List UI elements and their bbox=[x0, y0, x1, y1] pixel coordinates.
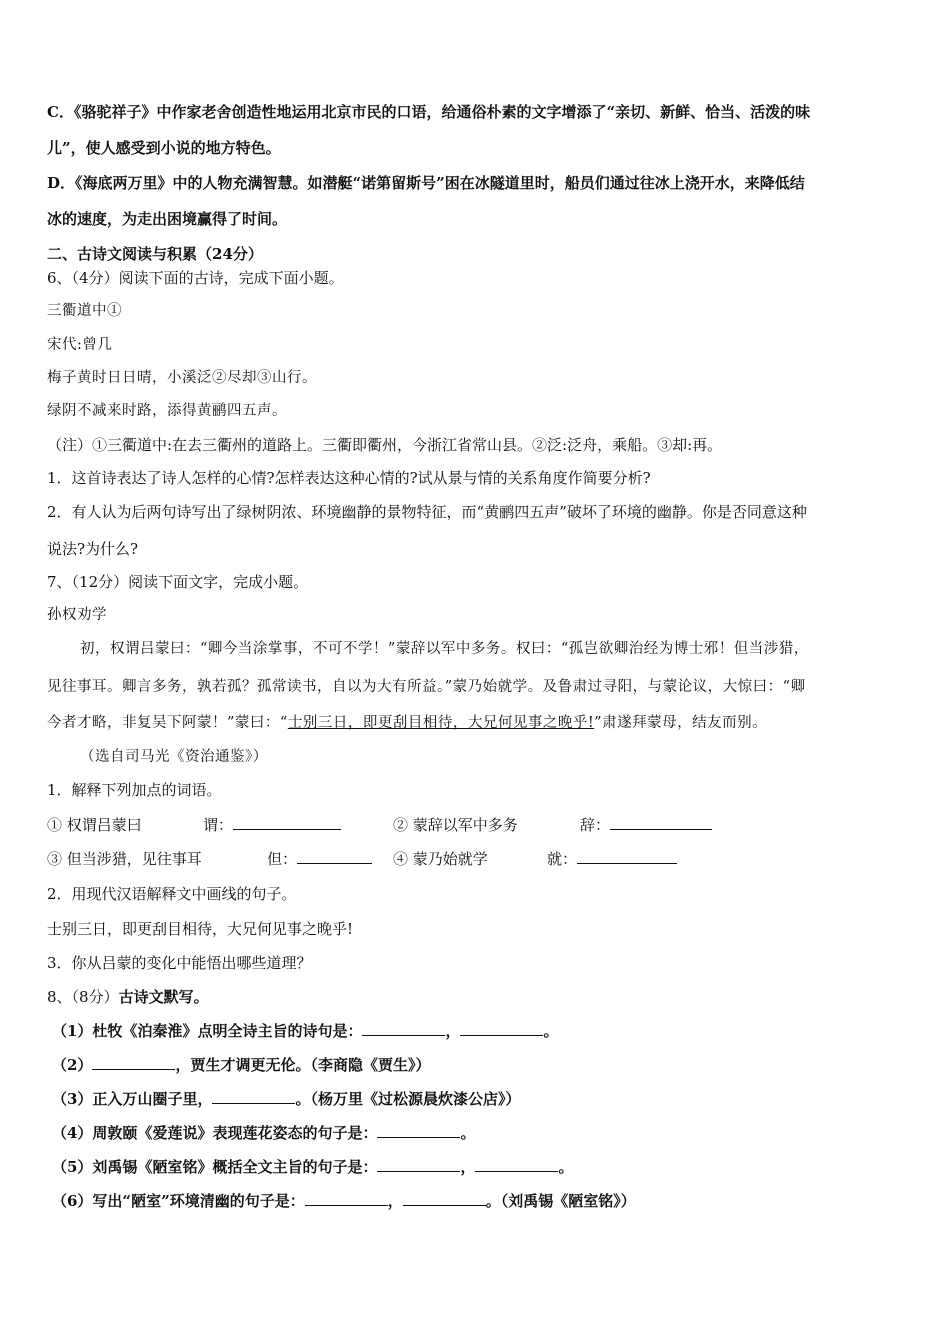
answer-blank[interactable] bbox=[362, 1021, 445, 1036]
word-item-3-label: 但： bbox=[267, 850, 298, 868]
answer-blank[interactable] bbox=[377, 1123, 460, 1138]
passage-title: 孙权劝学 bbox=[47, 607, 107, 623]
comma: ， bbox=[445, 1022, 461, 1040]
option-d-line2: 冰的速度，为走出困境赢得了时间。 bbox=[47, 210, 288, 228]
q7-sub3: 3．你从吕蒙的变化中能悟出哪些道理？ bbox=[47, 954, 312, 972]
poem-author: 宋代:曾几 bbox=[47, 337, 113, 353]
underlined-sentence: 士别三日，即更刮目相待，大兄何见事之晚乎! bbox=[287, 715, 595, 731]
answer-blank[interactable] bbox=[475, 1157, 558, 1172]
answer-blank[interactable] bbox=[233, 815, 341, 830]
dictation-2-prompt: （2） bbox=[52, 1056, 93, 1074]
answer-blank[interactable] bbox=[297, 849, 372, 864]
dictation-2-rest: ，贾生才调更无伦。（李商隐《贾生》） bbox=[175, 1056, 431, 1074]
q8-heading bbox=[47, 986, 910, 1008]
q7-heading: 7、（12分）阅读下面文字，完成小题。 bbox=[47, 573, 309, 591]
q6-heading: 6、（4分）阅读下面的古诗，完成下面小题。 bbox=[47, 269, 344, 287]
dictation-3-rest: 。（杨万里《过松源晨炊漆公店》） bbox=[295, 1090, 521, 1108]
dictation-4-prompt: （4）周敦颐《爱莲说》表现莲花姿态的句子是： bbox=[52, 1124, 378, 1142]
word-item-2: ② 蒙辞以军中多务 bbox=[393, 816, 518, 834]
q6-sub2-line1: 2．有人认为后两句诗写出了绿树阴浓、环境幽静的景物特征，而“黄鹂四五声”破坏了环境的幽静。你是否同意这种 bbox=[47, 503, 807, 521]
word-item-3: ③ 但当涉猎，见往事耳 bbox=[47, 850, 202, 868]
dictation-2 bbox=[52, 1054, 910, 1076]
dictation-3-prompt: （3）正入万山圈子里， bbox=[52, 1090, 213, 1108]
word-item-4: ④ 蒙乃始就学 bbox=[393, 850, 488, 868]
q8-heading-num: 8、（8分） bbox=[47, 988, 119, 1006]
q7-sub1: 1．解释下列加点的词语。 bbox=[47, 781, 222, 799]
answer-blank[interactable] bbox=[305, 1191, 388, 1206]
answer-blank[interactable] bbox=[460, 1021, 543, 1036]
dictation-1 bbox=[52, 1020, 910, 1042]
q7-sub2: 2．用现代汉语解释文中画线的句子。 bbox=[47, 885, 297, 903]
dictation-6 bbox=[52, 1190, 910, 1212]
passage-line-1: 初，权谓吕蒙曰：“卿今当涂掌事，不可不学！”蒙辞以军中多务。权曰：“孤岂欲卿治经为博士邪！但当涉猎， bbox=[80, 641, 809, 657]
passage-line-2: 见往事耳。卿言多务，孰若孤？孤常读书，自以为大有所益。”蒙乃始就学。及鲁肃过寻阳，与蒙论议，大惊曰：“卿 bbox=[47, 679, 806, 695]
option-c-line1: C．《骆驼祥子》中作家老舍创造性地运用北京市民的口语，给通俗朴素的文字增添了“亲切、新鲜、恰当、活泼的味 bbox=[47, 103, 811, 121]
passage-line-3 bbox=[47, 712, 910, 734]
word-item-2-answer bbox=[580, 814, 712, 836]
answer-blank[interactable] bbox=[610, 815, 712, 830]
period: 。 bbox=[485, 1192, 501, 1210]
dictation-6-source: （刘禹锡《陋室铭》） bbox=[500, 1192, 636, 1210]
q7-sub2-sentence: 士别三日，即更刮目相待，大兄何见事之晚乎! bbox=[47, 920, 354, 938]
passage-line-3-pre: 今者才略，非复吴下阿蒙！”蒙曰：“ bbox=[47, 715, 288, 731]
word-item-2-label: 辞： bbox=[580, 816, 611, 834]
answer-blank[interactable] bbox=[92, 1055, 175, 1070]
poem-title: 三衢道中① bbox=[47, 303, 122, 319]
passage-source: （选自司马光《资治通鉴》） bbox=[80, 749, 268, 765]
word-item-3-answer bbox=[267, 848, 372, 870]
section-2-title: 二、古诗文阅读与积累（24分） bbox=[47, 245, 263, 263]
dictation-5 bbox=[52, 1156, 910, 1178]
dictation-4 bbox=[52, 1122, 910, 1144]
comma: ， bbox=[387, 1192, 403, 1210]
dictation-1-prompt: （1）杜牧《泊秦淮》点明全诗主旨的诗句是： bbox=[52, 1022, 363, 1040]
answer-blank[interactable] bbox=[577, 849, 677, 864]
word-item-1: ① 权谓吕蒙曰 bbox=[47, 816, 142, 834]
dictation-5-prompt: （5）刘禹锡《陋室铭》概括全文主旨的句子是： bbox=[52, 1158, 378, 1176]
q8-heading-text: 古诗文默写。 bbox=[118, 988, 209, 1006]
option-d-line1: D．《海底两万里》中的人物充满智慧。如潜艇“诺第留斯号”困在冰隧道里时，船员们通过往冰上浇开水，来降低结 bbox=[47, 174, 805, 192]
option-c-line2: 儿”，使人感受到小说的地方特色。 bbox=[47, 139, 281, 157]
q6-sub2-line2: 说法?为什么? bbox=[47, 540, 139, 558]
answer-blank[interactable] bbox=[377, 1157, 460, 1172]
comma: ， bbox=[460, 1158, 476, 1176]
passage-line-3-post: ”肃遂拜蒙母，结友而别。 bbox=[594, 715, 768, 731]
answer-blank[interactable] bbox=[212, 1089, 295, 1104]
dictation-6-prompt: （6）写出“陋室”环境清幽的句子是： bbox=[52, 1192, 305, 1210]
period: 。 bbox=[543, 1022, 559, 1040]
word-item-4-answer bbox=[547, 848, 677, 870]
poem-line-1: 梅子黄时日日晴，小溪泛②尽却③山行。 bbox=[47, 370, 317, 386]
poem-note: （注）①三衢道中:在去三衢州的道路上。三衢即衢州，今浙江省常山县。②泛:泛舟，乘船。③却:再。 bbox=[47, 436, 723, 454]
q6-sub1: 1．这首诗表达了诗人怎样的心情?怎样表达这种心情的?试从景与情的关系角度作简要分析? bbox=[47, 469, 651, 487]
word-item-1-answer bbox=[203, 814, 341, 836]
word-item-4-label: 就： bbox=[547, 850, 578, 868]
period: 。 bbox=[460, 1124, 476, 1142]
period: 。 bbox=[558, 1158, 574, 1176]
dictation-3 bbox=[52, 1088, 910, 1110]
poem-line-2: 绿阴不减来时路，添得黄鹂四五声。 bbox=[47, 403, 287, 419]
answer-blank[interactable] bbox=[403, 1191, 486, 1206]
word-item-1-label: 谓： bbox=[203, 816, 234, 834]
